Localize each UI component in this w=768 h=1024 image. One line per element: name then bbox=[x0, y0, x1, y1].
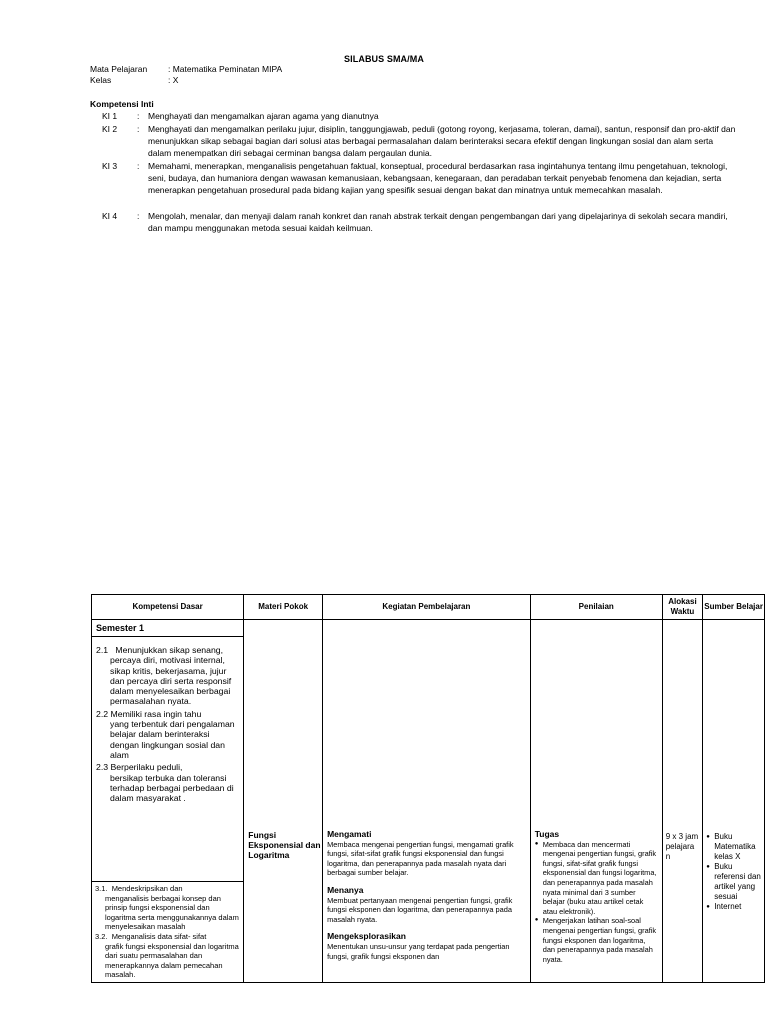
ki-text: Menghayati dan mengamalkan ajaran agama yang dianutnya bbox=[148, 111, 379, 121]
kompetensi-inti-heading: Kompetensi Inti bbox=[90, 99, 154, 109]
kegiatan-block bbox=[327, 886, 526, 924]
materi-pokok: Fungsi Eksponensial dan Logaritma bbox=[248, 830, 321, 860]
class-row bbox=[90, 75, 178, 85]
col-header-alokasi: Alokasi Waktu bbox=[662, 595, 702, 620]
penilaian-content bbox=[531, 620, 662, 964]
syllabus-table bbox=[91, 594, 765, 983]
list-item: ● Internet bbox=[706, 902, 762, 912]
penilaian-cell bbox=[530, 620, 662, 983]
kegiatan-block bbox=[327, 932, 526, 961]
kd-item bbox=[96, 709, 239, 760]
semester-row bbox=[92, 620, 765, 637]
kd-sikap-list bbox=[92, 637, 243, 881]
kd-first-line: Memiliki rasa ingin tahu bbox=[110, 708, 202, 719]
kd-item bbox=[96, 645, 239, 707]
kegiatan-text: Membaca mengenai pengertian fungsi, mengamati grafik fungsi, sifat-sifat grafik fungsi eksponensial dan fungsi logaritma, dan penerapannya pada masalah nyata dari berbagai sumber belajar. bbox=[327, 839, 514, 878]
ki-code: KI 3 bbox=[102, 161, 118, 171]
kd-pengetahuan-cell bbox=[92, 882, 244, 983]
kd-pengetahuan-list bbox=[92, 882, 243, 982]
kd-first-line: Berperilaku peduli, bbox=[110, 762, 183, 773]
kd-number: 2.3 bbox=[96, 762, 109, 773]
kd-first-line: Menunjukkan sikap senang, bbox=[115, 645, 224, 655]
ki-text: Menghayati dan mengamalkan perilaku jujur, disiplin, tanggungjawab, peduli (gotong royong, kerjasama, toleran, damai), santun, responsif dan pro-aktif dan menunjukkan sikap sebagai bagian dari solusi atas berbagai permasalahan dalam berinteraksi secara efektif dengan lingkungan sosial dan alam serta dalam menempatkan diri sebagai cerminan bangsa dalam pergaulan dunia. bbox=[148, 124, 736, 158]
col-header-penilaian: Penilaian bbox=[530, 595, 662, 620]
kd-first-line: Mendeskripsikan dan bbox=[111, 884, 183, 893]
kd-number: 3.1. bbox=[95, 884, 108, 893]
ki-text: Mengolah, menalar, dan menyaji dalam ranah konkret dan ranah abstrak terkait dengan pengembangan dari yang dipelajarinya di sekolah secara mandiri, dan mampu menggunakan metoda sesuai kaidah keilmuan. bbox=[148, 211, 728, 233]
kd-number: 2.1 bbox=[96, 645, 109, 655]
kd-item bbox=[96, 762, 239, 803]
col-header-materi-pokok: Materi Pokok bbox=[244, 595, 323, 620]
alokasi-waktu: 9 x 3 jam pelajara n bbox=[665, 832, 699, 861]
kd-item bbox=[95, 884, 240, 932]
kegiatan-heading: Mengamati bbox=[327, 829, 372, 839]
semester-cell bbox=[92, 620, 244, 637]
col-header-kompetensi-dasar: Kompetensi Dasar bbox=[92, 595, 244, 620]
kegiatan-list bbox=[323, 620, 530, 961]
materi-cell bbox=[244, 620, 323, 983]
penilaian-heading: Tugas bbox=[534, 829, 560, 839]
class-label: Kelas bbox=[90, 75, 112, 85]
list-item: ● Mengerjakan latihan soal-soal mengenai pengertian fungsi, grafik fungsi eksponen dan logaritma, dan penerapannya pada masalah nyata. bbox=[535, 916, 658, 964]
kegiatan-heading: Menanya bbox=[327, 884, 364, 895]
ki-code: KI 4 bbox=[102, 211, 118, 221]
kegiatan-text: Membuat pertanyaan mengenai pengertian fungsi, grafik fungsi eksponen dan logaritma, dan penerapannya pada masalah nyata. bbox=[327, 895, 513, 924]
sumber-cell bbox=[703, 620, 765, 983]
col-header-sumber: Sumber Belajar bbox=[703, 595, 765, 620]
ki-colon: : bbox=[137, 111, 140, 121]
list-item: ● Buku Matematika kelas X bbox=[706, 832, 762, 862]
ki-code: KI 2 bbox=[102, 124, 118, 134]
subject-label: Mata Pelajaran bbox=[90, 64, 148, 74]
semester-label: Semester 1 bbox=[96, 623, 145, 633]
class-value: : X bbox=[168, 75, 179, 85]
kd-text: bersikap terbuka dan toleransi terhadap berbagai perbedaan di dalam masyarakat . bbox=[110, 772, 234, 804]
kd-first-line: Menganalisis data sifat- sifat bbox=[111, 931, 207, 941]
kd-text: percaya diri, motivasi internal, sikap kritis, bekerjasama, jujur dan percaya diri serta responsif dalam menyelesaikan berbagai permasalahan nyata. bbox=[110, 655, 232, 707]
kd-item bbox=[95, 932, 240, 980]
kd-number: 3.2. bbox=[95, 931, 108, 941]
penilaian-list bbox=[535, 840, 658, 965]
kegiatan-text: Menentukan unsu-unsur yang terdapat pada pengertian fungsi, grafik fungsi eksponen dan bbox=[327, 941, 510, 961]
kegiatan-block bbox=[327, 830, 526, 878]
kd-number: 2.2 bbox=[96, 708, 109, 719]
alokasi-cell bbox=[662, 620, 702, 983]
sumber-content bbox=[703, 620, 764, 912]
ki-colon: : bbox=[137, 211, 140, 221]
subject-row bbox=[90, 64, 282, 74]
kd-sikap-cell bbox=[92, 637, 244, 882]
col-header-kegiatan: Kegiatan Pembelajaran bbox=[323, 595, 531, 620]
ki-text: Memahami, menerapkan, menganalisis pengetahuan faktual, konseptual, procedural berdasarkan rasa ingintahunya tentang ilmu pengetahuan, teknologi, seni, budaya, dan humaniora dengan wawasan kemanusiaan, kebangsaan, kenegaraan, dan peradaban terkait penyebab fenomena dan kejadian, serta menerapkan pengetahuan prosedural pada bidang kajian yang spesifik sesuai dengan bakat dan minatnya untuk memecahkan masalah. bbox=[148, 161, 728, 195]
table-header-row bbox=[92, 595, 765, 620]
subject-value: : Matematika Peminatan MIPA bbox=[168, 64, 283, 74]
list-item: ● Buku referensi dan artikel yang sesuai bbox=[706, 862, 762, 902]
ki-colon: : bbox=[137, 161, 140, 171]
ki-code: KI 1 bbox=[102, 111, 118, 121]
sumber-list bbox=[706, 832, 762, 912]
list-item: ● Membaca dan mencermati mengenai pengertian fungsi, grafik fungsi, sifat-sifat grafik fungsi eksponensial dan fungsi logaritma, dan penerapannya pada masalah nyata minimal dari 3 sumber belajar (buku atau artikel cetak atau elektronik). bbox=[535, 840, 658, 917]
kd-text: menganalisis berbagai konsep dan prinsip fungsi eksponensial dan logaritma serta menggunakannya dalam menyelesaikan masalah bbox=[105, 893, 239, 932]
kd-text: grafik fungsi eksponensial dan logaritma dari suatu permasalahan dan menerapkannya dalam pemecahan masalah. bbox=[105, 941, 239, 980]
kegiatan-heading: Mengeksplorasikan bbox=[327, 931, 406, 942]
kegiatan-cell bbox=[323, 620, 531, 983]
document-title: SILABUS SMA/MA bbox=[344, 54, 424, 64]
ki-colon: : bbox=[137, 124, 140, 134]
kd-text: yang terbentuk dari pengalaman belajar dalam berinteraksi dengan lingkungan sosial dan alam bbox=[110, 719, 235, 760]
